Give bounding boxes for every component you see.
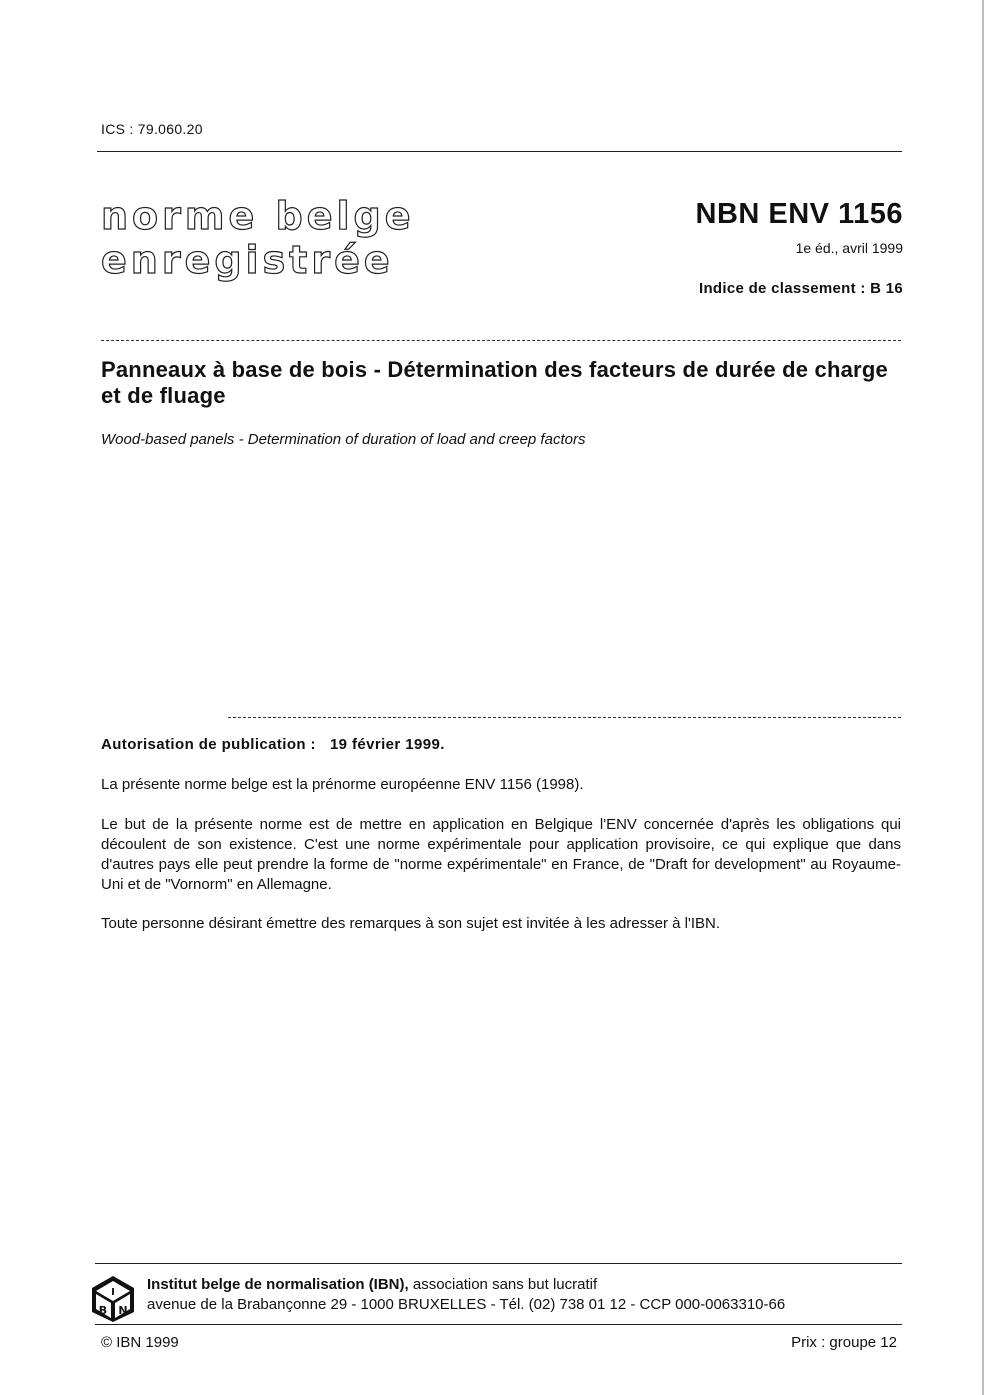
standard-number: NBN ENV 1156: [695, 198, 903, 230]
institute-description: association sans but lucratif: [408, 1276, 598, 1293]
logo-letter-i: I: [111, 1287, 115, 1298]
ics-code: ICS : 79.060.20: [101, 121, 203, 137]
paragraph-prenorme: La présente norme belge est la prénorme européenne ENV 1156 (1998).: [101, 776, 584, 793]
page-edge: [982, 0, 984, 1395]
institute-block: [147, 1275, 785, 1315]
authorisation-line: [101, 736, 445, 753]
paragraph-purpose: Le but de la présente norme est de mettre en application en Belgique l'ENV concernée d'après les obligations qui découlent de son existence. C'est une norme expérimentale pour application provisoire, ce qui explique que dans d'autres pays elle peut prendre la forme de "norme expérimentale" en France, de "Draft for development" au Royaume-Uni et de "Vornorm" en Allemagne.: [101, 816, 901, 893]
ibn-logo-icon: [90, 1274, 136, 1324]
body-divider: [228, 717, 901, 718]
institute-address: avenue de la Brabançonne 29 - 1000 BRUXELLES - Tél. (02) 738 01 12 - CCP 000-0063310-66: [147, 1296, 786, 1313]
header-divider: [97, 151, 902, 152]
logo-letter-n: N: [118, 1304, 128, 1317]
edition-date: 1e éd., avril 1999: [795, 240, 903, 256]
institute-line: [147, 1275, 785, 1295]
institute-name: Institut belge de normalisation (IBN),: [147, 1276, 409, 1293]
title-divider: [101, 340, 901, 341]
classification-index: Indice de classement : B 16: [698, 280, 903, 297]
enregistree-heading: enregistrée: [101, 238, 394, 282]
title-french: Panneaux à base de bois - Détermination des facteurs de durée de charge et de fluage: [101, 357, 888, 408]
footer-top-divider: [95, 1263, 902, 1264]
logo-letter-b: B: [98, 1304, 108, 1317]
authorisation-label: Autorisation de publication :: [101, 736, 316, 753]
footer-bottom-divider: [95, 1324, 902, 1325]
price-group: Prix : groupe 12: [791, 1334, 897, 1351]
paragraph-remarks: Toute personne désirant émettre des remarques à son sujet est invitée à les adresser à l'IBN.: [101, 915, 721, 932]
title-english: Wood-based panels - Determination of duration of load and creep factors: [101, 431, 586, 448]
norme-belge-heading: norme belge: [101, 194, 415, 238]
authorisation-date: 19 février 1999.: [329, 736, 445, 753]
copyright: © IBN 1999: [101, 1334, 179, 1351]
